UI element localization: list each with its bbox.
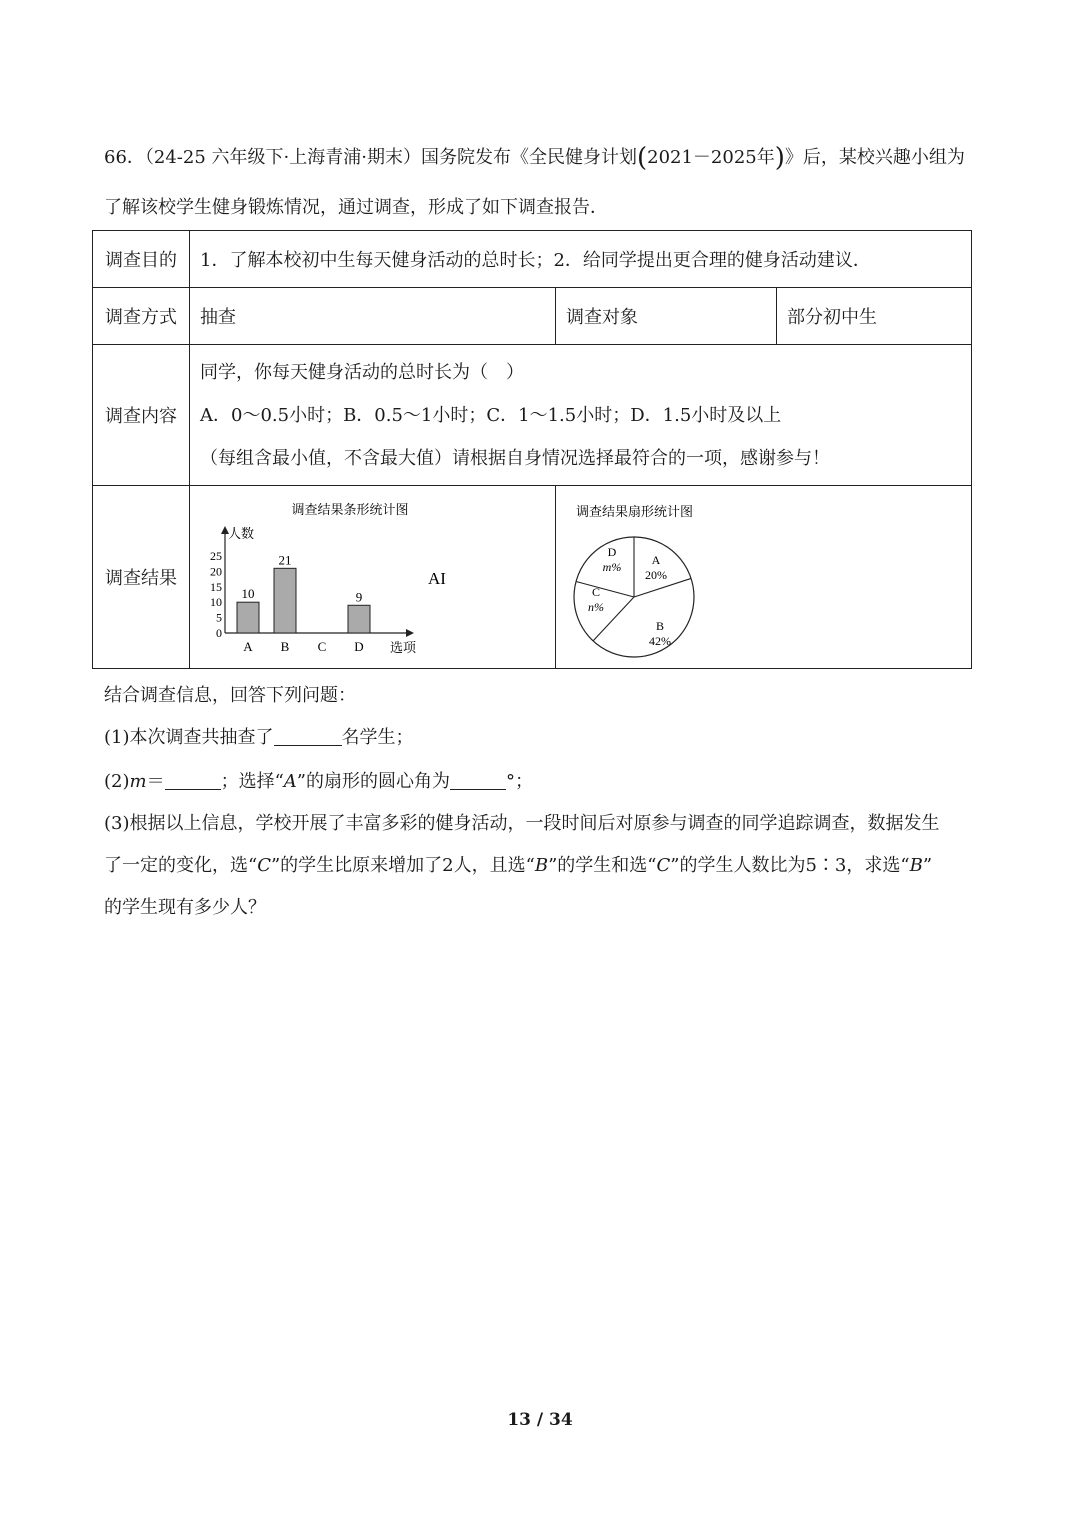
question-3-line-3: 的学生现有多少人？ bbox=[104, 897, 266, 918]
questions-prompt: 结合调查信息，回答下列问题： bbox=[104, 685, 356, 706]
pie-slice-value-A: 20% bbox=[645, 568, 667, 582]
bar-chart-cell bbox=[190, 486, 556, 669]
q1-answer-blank[interactable] bbox=[274, 727, 342, 746]
page-number: 13 / 34 bbox=[507, 1410, 573, 1430]
bar-category-label: C bbox=[317, 639, 327, 654]
pie-chart bbox=[556, 486, 970, 668]
close-paren: ) bbox=[774, 143, 785, 173]
bar-A bbox=[237, 602, 259, 633]
pie-slice-label-A: A bbox=[651, 553, 661, 567]
q3-text-b: ”的学生比原来增加了2人，且选“ bbox=[270, 855, 535, 876]
row-result-label: 调查结果 bbox=[93, 486, 190, 669]
q3-option-b: B bbox=[534, 855, 549, 876]
bar-ytick-label: 15 bbox=[210, 579, 222, 594]
bar-category-label: B bbox=[280, 639, 290, 654]
pie-slice-label-C: C bbox=[591, 585, 601, 599]
bar-ytick-label: 20 bbox=[210, 564, 222, 579]
question-intro-years: 2021－2025年 bbox=[647, 147, 775, 168]
question-number: 66． bbox=[104, 147, 145, 168]
question-intro-a: 国务院发布《全民健身计划 bbox=[420, 147, 637, 168]
bar-data-label: 10 bbox=[241, 586, 255, 602]
row-subject-label: 调查对象 bbox=[556, 288, 777, 345]
bar-B bbox=[274, 568, 296, 633]
question-1 bbox=[104, 726, 414, 750]
open-paren: ( bbox=[636, 143, 648, 173]
pie-slice-value-D: m% bbox=[602, 560, 622, 574]
row-content-value bbox=[190, 345, 972, 486]
q2-option-a: A bbox=[283, 771, 297, 792]
bar-category-label: A bbox=[243, 639, 253, 654]
q3-option-b-2: B bbox=[909, 855, 923, 876]
row-purpose-value: 1．了解本校初中生每天健身活动的总时长；2．给同学提出更合理的健身活动建议． bbox=[190, 231, 972, 288]
ai-mark: AI bbox=[428, 569, 446, 588]
bar-chart bbox=[190, 486, 555, 668]
bar-data-label: 21 bbox=[278, 552, 292, 568]
q1-text-a: (1)本次调查共抽查了 bbox=[104, 727, 274, 748]
bar-category-label: D bbox=[354, 639, 364, 654]
bar-D bbox=[348, 605, 370, 633]
pie-chart-cell bbox=[556, 486, 972, 669]
question-2 bbox=[104, 770, 533, 794]
question-header bbox=[104, 143, 965, 173]
bar-ytick-label: 10 bbox=[210, 595, 222, 610]
content-line-1: 同学，你每天健身活动的总时长为（ ） bbox=[200, 361, 524, 383]
row-content-label: 调查内容 bbox=[93, 345, 190, 486]
bar-chart-title: 调查结果条形统计图 bbox=[291, 502, 409, 517]
q2-text-e: °； bbox=[505, 771, 533, 792]
q1-text-b: 名学生； bbox=[341, 727, 414, 748]
bar-ytick-label: 5 bbox=[216, 610, 222, 625]
row-purpose-label: 调查目的 bbox=[93, 231, 190, 288]
bar-x-arrow bbox=[406, 629, 414, 637]
bar-chart-xlabel: 选项 bbox=[390, 640, 417, 655]
question-3-line-1: (3)根据以上信息，学校开展了丰富多彩的健身活动，一段时间后对原参与调查的同学追踪调查，数据发生 bbox=[104, 813, 940, 834]
q3-option-c-2: C bbox=[656, 855, 671, 876]
bar-ytick-label: 0 bbox=[216, 626, 222, 640]
content-line-3: （每组含最小值，不含最大值）请根据自身情况选择最符合的一项，感谢参与！ bbox=[200, 447, 830, 469]
q3-text-a: 了一定的变化，选“ bbox=[104, 855, 258, 876]
q2-text-c: ；选择“ bbox=[220, 771, 284, 792]
q2-text-a: (2) bbox=[104, 771, 130, 792]
bar-data-label: 9 bbox=[355, 589, 363, 605]
q2-angle-blank[interactable] bbox=[450, 771, 506, 790]
bar-ytick-label: 25 bbox=[210, 549, 222, 563]
survey-report-table bbox=[92, 230, 972, 669]
pie-slice-value-B: 42% bbox=[649, 634, 671, 648]
row-method-value: 抽查 bbox=[190, 288, 556, 345]
pie-chart-title: 调查结果扇形统计图 bbox=[576, 504, 694, 519]
question-intro-b: 》后，某校兴趣小组为 bbox=[784, 147, 965, 168]
row-subject-value: 部分初中生 bbox=[777, 288, 972, 345]
pie-slice-value-C: n% bbox=[588, 600, 604, 614]
question-source: （24-25 六年级下·上海青浦·期末） bbox=[144, 147, 421, 168]
q3-text-c: ”的学生和选“ bbox=[548, 855, 657, 876]
content-line-2: A．0～0.5小时；B．0.5～1小时；C．1～1.5小时；D．1.5小时及以上 bbox=[200, 404, 782, 426]
row-method-label: 调查方式 bbox=[93, 288, 190, 345]
pie-slice-label-D: D bbox=[607, 545, 617, 559]
question-intro-line2: 了解该校学生健身锻炼情况，通过调查，形成了如下调查报告． bbox=[104, 197, 608, 218]
q3-text-d: ”的学生人数比为5∶3，求选“ bbox=[670, 855, 910, 876]
q2-equals: ＝ bbox=[146, 771, 165, 792]
q3-option-c: C bbox=[257, 855, 271, 876]
question-3-line-2 bbox=[104, 854, 932, 878]
q2-text-d: ”的扇形的圆心角为 bbox=[296, 771, 450, 792]
pie-slice-label-B: B bbox=[655, 619, 665, 633]
q2-m-blank[interactable] bbox=[165, 771, 221, 790]
bar-chart-ylabel: 人数 bbox=[228, 526, 255, 541]
q2-variable-m: m bbox=[129, 771, 147, 792]
q3-text-e: ” bbox=[922, 855, 933, 876]
